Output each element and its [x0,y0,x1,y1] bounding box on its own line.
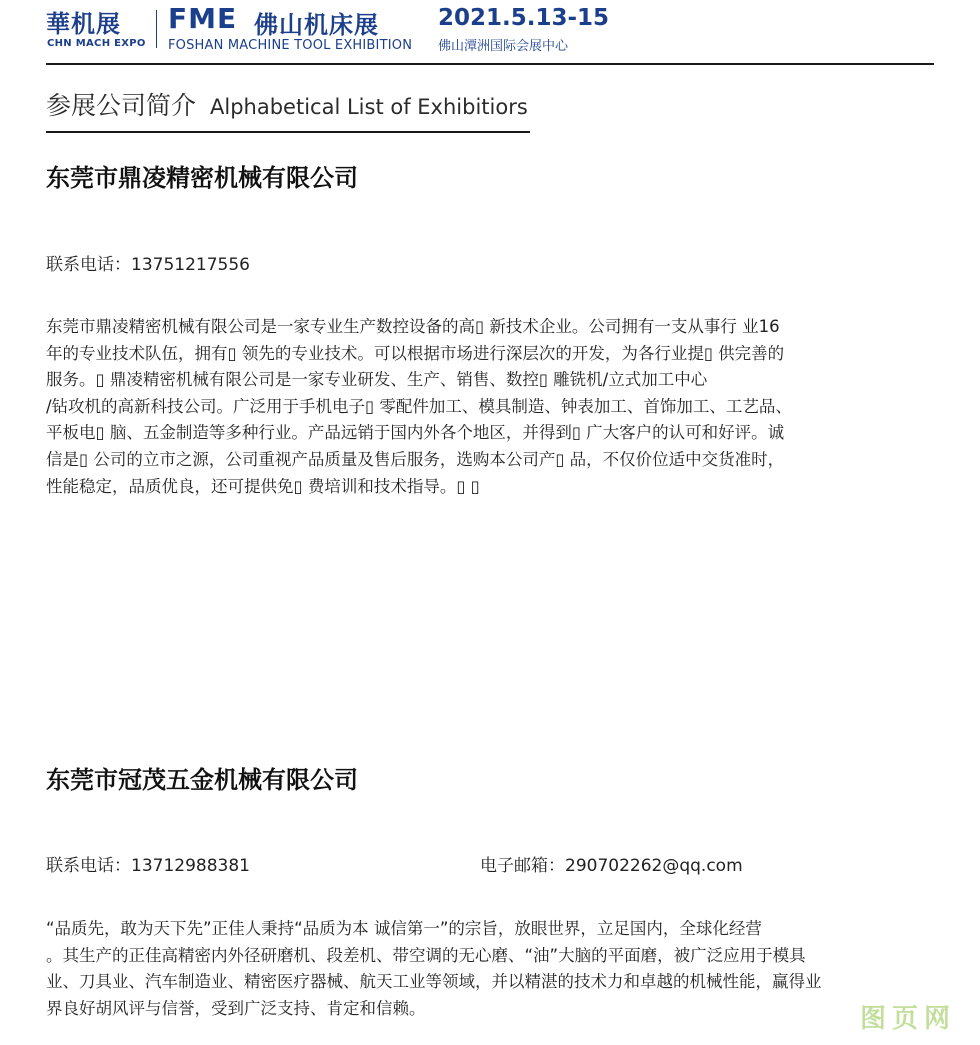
phone-number: 13751217556 [131,255,250,275]
exhibition-header [46,4,936,60]
description-line: 。其生产的正佳高精密内外径研磨机、段差机、带空调的无心磨、“油”大脑的平面磨，被广泛应用于模具 [46,945,806,965]
description-line: 平板电▯ 脑、五金制造等多种行业。产品远销于国内外各个地区，并得到▯ 广大客户的认可和好评。诚 [46,423,785,443]
fme-title-en: FOSHAN MACHINE TOOL EXHIBITION [168,38,413,53]
email-label: 电子邮箱： [480,856,565,876]
email-address[interactable]: 290702262@qq.com [565,856,743,876]
section-title [46,86,528,122]
description-line: 东莞市鼎凌精密机械有限公司是一家专业生产数控设备的高▯ 新技术企业。公司拥有一支从事行 业16 [46,317,780,336]
phone-label: 联系电话： [46,255,131,275]
company-description [46,314,936,500]
exhibition-date: 2021.5.13-15 [438,5,610,31]
chn-mach-expo-label: CHN MACH EXPO [47,38,146,49]
description-line: /钻攻机的高新科技公司。广泛用于手机电子▯ 零配件加工、模具制造、钟表加工、首饰加工、工艺品、 [46,396,792,416]
phone-number: 13712988381 [131,856,250,876]
fme-logo: FME [168,2,238,35]
description-line: 年的专业技术队伍，拥有▯ 领先的专业技术。可以根据市场进行深层次的开发，为各行业提▯ 供完善的 [46,343,785,363]
fme-title-cn: 佛山机床展 [254,11,379,39]
company-description [46,916,936,1022]
section-title-cn: 参展公司简介 [46,91,197,120]
contact-phone [46,250,250,275]
description-line: “品质先，敢为天下先”正佳人秉持“品质为本 诚信第一”的宗旨，放眼世界，立足国内，全球化经营 [46,919,762,938]
company-name: 东莞市鼎凌精密机械有限公司 [46,164,358,192]
description-line: 服务。▯ 鼎凌精密机械有限公司是一家专业研发、生产、销售、数控▯ 雕铣机/立式加工中心 [46,370,708,390]
header-divider [156,10,157,48]
chn-mach-expo-logo: 華机展 [46,10,121,38]
company-name: 东莞市冠茂五金机械有限公司 [46,766,358,794]
exhibition-venue: 佛山潭洲国际会展中心 [438,39,569,54]
contact-email [480,851,743,876]
description-line: 界良好胡风评与信誉，受到广泛支持、肯定和信赖。 [46,998,426,1018]
description-line: 信是▯ 公司的立市之源，公司重视产品质量及售后服务，选购本公司产▯ 品，不仅价位适中交货准时， [46,449,785,469]
phone-label: 联系电话： [46,856,131,876]
description-line: 性能稳定，品质优良，还可提供免▯ 费培训和技术指导。▯ ▯ [46,476,480,496]
site-watermark: 图页网 [860,1004,957,1034]
section-title-en: Alphabetical List of Exhibitiors [210,95,528,119]
section-title-rule [46,131,530,133]
contact-phone [46,851,250,876]
header-rule [46,63,934,65]
description-line: 业、刀具业、汽车制造业、精密医疗器械、航天工业等领域，并以精湛的技术力和卓越的机械性能，赢得业 [46,972,822,992]
